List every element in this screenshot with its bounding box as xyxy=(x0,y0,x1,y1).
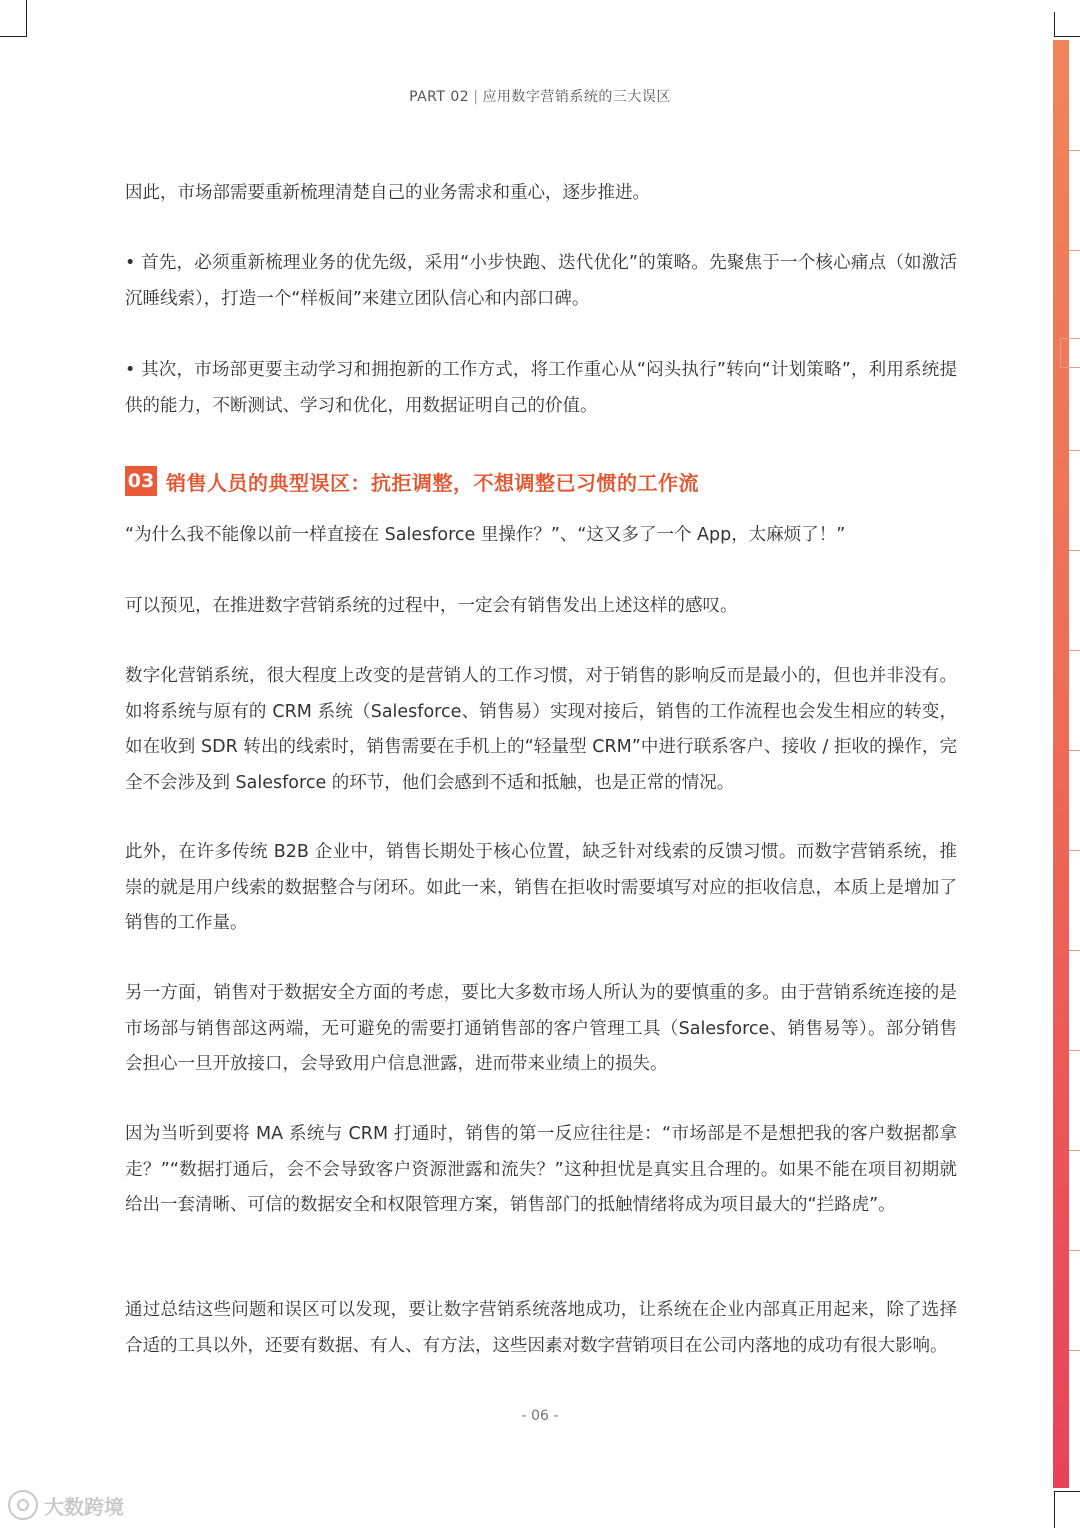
paragraph-data-security: 另一方面，销售对于数据安全方面的考虑，要比大多数市场人所认为的要慎重的多。由于营销系统连接的是市场部与销售部这两端，无可避免的需要打通销售部的客户管理工具（Salesforce、销售易等）。部分销售会担心一旦开放接口，会导致用户信息泄露，进而带来业绩上的损失。 xyxy=(125,983,957,1074)
paragraph-foresee: 可以预见，在推进数字营销系统的过程中，一定会有销售发出上述这样的感叹。 xyxy=(125,596,738,616)
header-separator: | xyxy=(473,89,479,105)
side-tick xyxy=(1069,550,1080,551)
bullet-paragraph-first: • 首先，必须重新梳理业务的优先级，采用“小步快跑、迭代优化”的策略。先聚焦于一个核心痛点（如激活沉睡线索），打造一个“样板间”来建立团队信心和内部口碑。 xyxy=(125,253,957,309)
section-title: 销售人员的典型误区：抗拒调整，不想调整已习惯的工作流 xyxy=(166,470,699,495)
watermark-text: 大数跨境 xyxy=(44,1494,124,1519)
side-tick xyxy=(1069,950,1080,951)
side-tick xyxy=(1069,1050,1080,1051)
paragraph-b2b-sales: 此外，在许多传统 B2B 企业中，销售长期处于核心位置，缺乏针对线索的反馈习惯。而数字营销系统，推崇的就是用户线索的数据整合与闭环。如此一来，销售在拒收时需要填写对应的拒收信息，本质上是增加了销售的工作量。 xyxy=(125,842,957,933)
section-heading xyxy=(125,464,699,498)
crop-mark-top-left-horizontal xyxy=(0,36,26,37)
side-tick xyxy=(1069,450,1080,451)
side-tick xyxy=(1069,250,1080,251)
header-part-label: PART 02 xyxy=(409,89,470,105)
crop-mark-top-right-horizontal xyxy=(1054,36,1080,37)
running-header xyxy=(0,86,1080,106)
side-tick xyxy=(1069,150,1080,151)
side-tick xyxy=(1069,1150,1080,1151)
side-tick xyxy=(1069,750,1080,751)
speech-bubble-logo-icon xyxy=(8,1490,38,1520)
paragraph-sales-reaction: 因为当听到要将 MA 系统与 CRM 打通时，销售的第一反应往往是：“市场部是不是想把我的客户数据都拿走？”“数据打通后，会不会导致客户资源泄露和流失？”这种担忧是真实且合理的。如果不能在项目初期就给出一套清晰、可信的数据安全和权限管理方案，销售部门的抵触情绪将成为项目最大的“拦路虎”。 xyxy=(125,1124,957,1215)
side-registration-mark xyxy=(1060,338,1080,368)
crop-mark-top-left-vertical xyxy=(26,0,27,37)
crop-mark-top-right-vertical xyxy=(1054,12,1055,37)
paragraph-conclusion: 通过总结这些问题和误区可以发现，要让数字营销系统落地成功，让系统在企业内部真正用起来，除了选择合适的工具以外，还要有数据、有人、有方法，这些因素对数字营销项目在公司内落地的成功有很大影响。 xyxy=(125,1300,957,1356)
side-tick xyxy=(1069,1350,1080,1351)
paragraph-workflow-change: 数字化营销系统，很大程度上改变的是营销人的工作习惯，对于销售的影响反而是最小的，但也并非没有。如将系统与原有的 CRM 系统（Salesforce、销售易）实现对接后，销售的工作流程也会发生相应的转变，如在收到 SDR 转出的线索时，销售需要在手机上的“轻量型 CRM”中进行联系客户、接收 / 拒收的操作，完全不会涉及到 Salesforce 的环节，他们会感到不适和抵触，也是正常的情况。 xyxy=(125,666,957,793)
bullet-paragraph-second: • 其次，市场部更要主动学习和拥抱新的工作方式，将工作重心从“闷头执行”转向“计划策略”，利用系统提供的能力，不断测试、学习和优化，用数据证明自己的价值。 xyxy=(125,360,957,416)
side-tick xyxy=(1069,1250,1080,1251)
section-number-badge: 03 xyxy=(125,466,157,496)
page-number: - 06 - xyxy=(521,1408,559,1424)
quote-paragraph: “为什么我不能像以前一样直接在 Salesforce 里操作？”、“这又多了一个 App，太麻烦了！” xyxy=(125,525,846,545)
paragraph-intro: 因此，市场部需要重新梳理清楚自己的业务需求和重心，逐步推进。 xyxy=(125,183,650,203)
crop-mark-bottom-right-vertical xyxy=(1054,1491,1055,1528)
side-tick xyxy=(1069,850,1080,851)
side-gradient-bar xyxy=(1053,40,1069,1488)
crop-mark-bottom-right-horizontal xyxy=(1054,1491,1080,1492)
watermark xyxy=(8,1490,124,1520)
side-tick xyxy=(1069,650,1080,651)
header-chapter-title: 应用数字营销系统的三大误区 xyxy=(482,89,671,105)
